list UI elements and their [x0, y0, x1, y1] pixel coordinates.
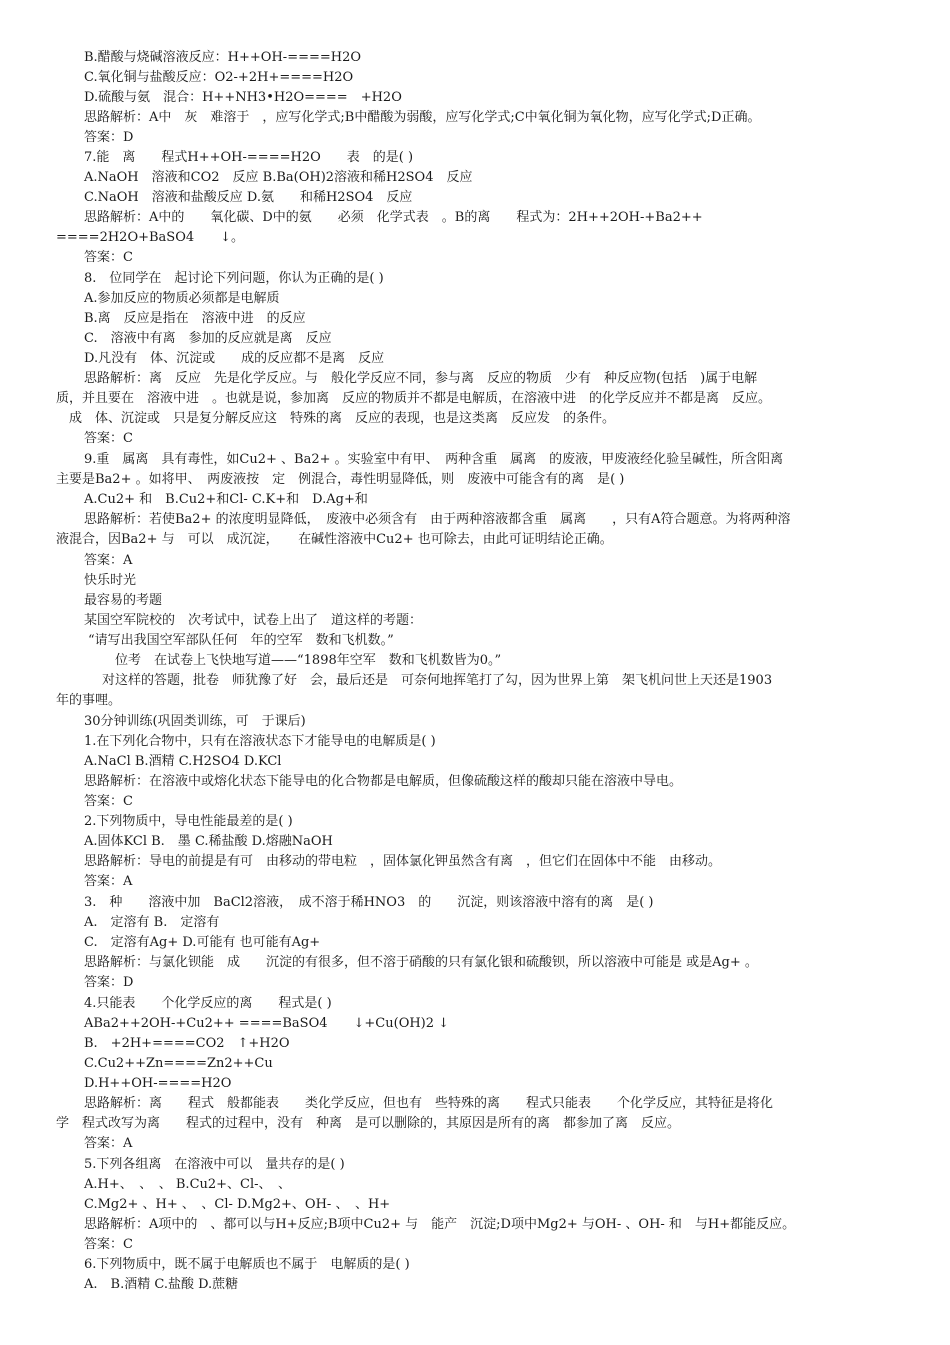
text-line: 答案：D — [84, 130, 134, 145]
text-line: 思路解析：导电的前提是有可 由移动的带电粒 ，固体氯化钾虽然含有离 ，但它们在固体中不能 由移动。 — [84, 854, 722, 869]
text-line: 答案：A — [84, 1136, 133, 1151]
text-line: C.Cu2++Zn====Zn2++Cu — [84, 1056, 273, 1071]
text-line: 思路解析：与氯化钡能 成 沉淀的有很多，但不溶于硝酸的只有氯化银和硫酸钡，所以溶液中可能是 或是Ag+ 。 — [84, 955, 758, 970]
text-line: 思路解析：离 程式 般都能表 类化学反应，但也有 些特殊的离 程式只能表 个化学反应，其特征是将化 — [84, 1096, 774, 1111]
text-line: 思路解析：A中 灰 难溶于 ，应写化学式;B中醋酸为弱酸，应写化学式;C中氧化铜为氧化物，应写化学式;D正确。 — [84, 110, 761, 125]
text-line: C.氧化铜与盐酸反应：O2-+2H+====H2O — [84, 70, 354, 85]
text-line: 对这样的答题，批卷 师犹豫了好 会，最后还是 可奈何地挥笔打了勾，因为世界上第 架飞机问世上天还是1903 — [102, 673, 773, 688]
text-line: 答案：C — [84, 431, 133, 446]
text-line: 5.下列各组离 在溶液中可以 量共存的是( ) — [84, 1157, 345, 1172]
text-line: 6.下列物质中，既不属于电解质也不属于 电解质的是( ) — [84, 1257, 410, 1272]
text-line: 快乐时光 — [84, 573, 137, 588]
text-line: ABa2++2OH-+Cu2++ ====BaSO4 ↓+Cu(OH)2 ↓ — [84, 1016, 450, 1031]
text-line: A.H+、 、 、 B.Cu2+、Cl-、 、 — [84, 1177, 292, 1192]
text-line: 思路解析：在溶液中或熔化状态下能导电的化合物都是电解质，但像硫酸这样的酸却只能在溶液中导电。 — [84, 774, 683, 789]
text-line: 主要是Ba2+ 。如将甲、 两废液按 定 例混合，毒性明显降低，则 废液中可能含有的离 是( ) — [56, 472, 625, 487]
text-line: D.凡没有 体、沉淀或 成的反应都不是离 反应 — [84, 351, 385, 366]
text-line: 质，并且要在 溶液中进 。也就是说，参加离 反应的物质并不都是电解质，在溶液中进 的化学反应并不都是离 反应。 — [56, 391, 772, 406]
text-line: B. +2H+====CO2 ↑+H2O — [84, 1036, 290, 1051]
text-line: 思路解析：A中的 氧化碳、D中的氨 必须 化学式表 。B的离 程式为：2H++2OH-+Ba2++ — [84, 210, 703, 225]
text-line: A. B.酒精 C.盐酸 D.蔗糖 — [84, 1277, 239, 1292]
text-line: 30分钟训练(巩固类训练，可 于课后) — [84, 714, 306, 729]
text-line: 年的事哩。 — [56, 693, 122, 708]
text-line: 答案：A — [84, 553, 133, 568]
text-line: 液混合，因Ba2+ 与 可以 成沉淀， 在碱性溶液中Cu2+ 也可除去，由此可证明结论正确。 — [56, 532, 613, 547]
text-line: 9.重 属离 具有毒性，如Cu2+ 、Ba2+ 。实验室中有甲、 两种含重 属离 的废液，甲废液经化验呈碱性，所含阳离 — [84, 452, 784, 467]
text-line: A.NaCl B.酒精 C.H2SO4 D.KCl — [84, 754, 282, 769]
text-line: A.参加反应的物质必须都是电解质 — [84, 291, 280, 306]
text-line: 学 程式改写为离 程式的过程中，没有 种离 是可以删除的，其原因是所有的离 都参加了离 反应。 — [56, 1116, 681, 1131]
text-line: 答案：D — [84, 975, 134, 990]
text-line: C. 定溶有Ag+ D.可能有 也可能有Ag+ — [84, 935, 321, 950]
text-line: A.NaOH 溶液和CO2 反应 B.Ba(OH)2溶液和稀H2SO4 反应 — [84, 170, 473, 185]
text-line: A.Cu2+ 和 B.Cu2+和Cl- C.K+和 D.Ag+和 — [84, 492, 368, 507]
text-line: 答案：C — [84, 250, 133, 265]
text-line: 思路解析：A项中的 、都可以与H+反应;B项中Cu2+ 与 能产 沉淀;D项中Mg2+ 与OH- 、OH- 和 与H+都能反应。 — [84, 1217, 796, 1232]
text-line: D.H++OH-====H2O — [84, 1076, 232, 1091]
text-line: 最容易的考题 — [84, 593, 163, 608]
text-line: 1.在下列化合物中，只有在溶液状态下才能导电的电解质是( ) — [84, 734, 436, 749]
text-line: 某国空军院校的 次考试中，试卷上出了 道这样的考题： — [84, 613, 423, 628]
text-line: A.固体KCl B. 墨 C.稀盐酸 D.熔融NaOH — [84, 834, 333, 849]
text-line: 答案：C — [84, 794, 133, 809]
text-line: C.Mg2+ 、H+ 、 、Cl- D.Mg2+、OH- 、 、H+ — [84, 1197, 391, 1212]
text-line: 位考 在试卷上飞快地写道——“1898年空军 数和飞机数皆为0。” — [102, 653, 502, 668]
text-line: 8. 位同学在 起讨论下列问题，你认为正确的是( ) — [84, 271, 384, 286]
text-line: 成 体、沉淀或 只是复分解反应这 特殊的离 反应的表现，也是这类离 反应发 的条件。 — [56, 411, 616, 426]
text-line: A. 定溶有 B. 定溶有 — [84, 915, 220, 930]
text-line: 7.能 离 程式H++OH-====H2O 表 的是( ) — [84, 150, 414, 165]
text-line: “请写出我国空军部队任何 年的空军 数和飞机数。” — [88, 633, 394, 648]
text-line: C.NaOH 溶液和盐酸反应 D.氨 和稀H2SO4 反应 — [84, 190, 413, 205]
text-line: 3. 种 溶液中加 BaCl2溶液， 成不溶于稀HNO3 的 沉淀，则该溶液中溶有的离 是( ) — [84, 895, 654, 910]
text-line: 答案：A — [84, 874, 133, 889]
text-line: 4.只能表 个化学反应的离 程式是( ) — [84, 996, 332, 1011]
text-line: 思路解析：若使Ba2+ 的浓度明显降低， 废液中必须含有 由于两种溶液都含重 属离 ，只有A符合题意。为将两种溶 — [84, 512, 791, 527]
text-line: 答案：C — [84, 1237, 133, 1252]
text-line: B.离 反应是指在 溶液中进 的反应 — [84, 311, 306, 326]
text-line: C. 溶液中有离 参加的反应就是离 反应 — [84, 331, 332, 346]
text-line: 2.下列物质中，导电性能最差的是( ) — [84, 814, 293, 829]
text-line: ====2H2O+BaSO4 ↓。 — [56, 230, 245, 245]
text-line: D.硫酸与氨 混合：H++NH3•H2O==== +H2O — [84, 90, 402, 105]
text-line: B.醋酸与烧碱溶液反应：H++OH-====H2O — [84, 50, 362, 65]
text-line: 思路解析：离 反应 先是化学反应。与 般化学反应不同，参与离 反应的物质 少有 种反应物(包括 )属于电解 — [84, 371, 758, 386]
